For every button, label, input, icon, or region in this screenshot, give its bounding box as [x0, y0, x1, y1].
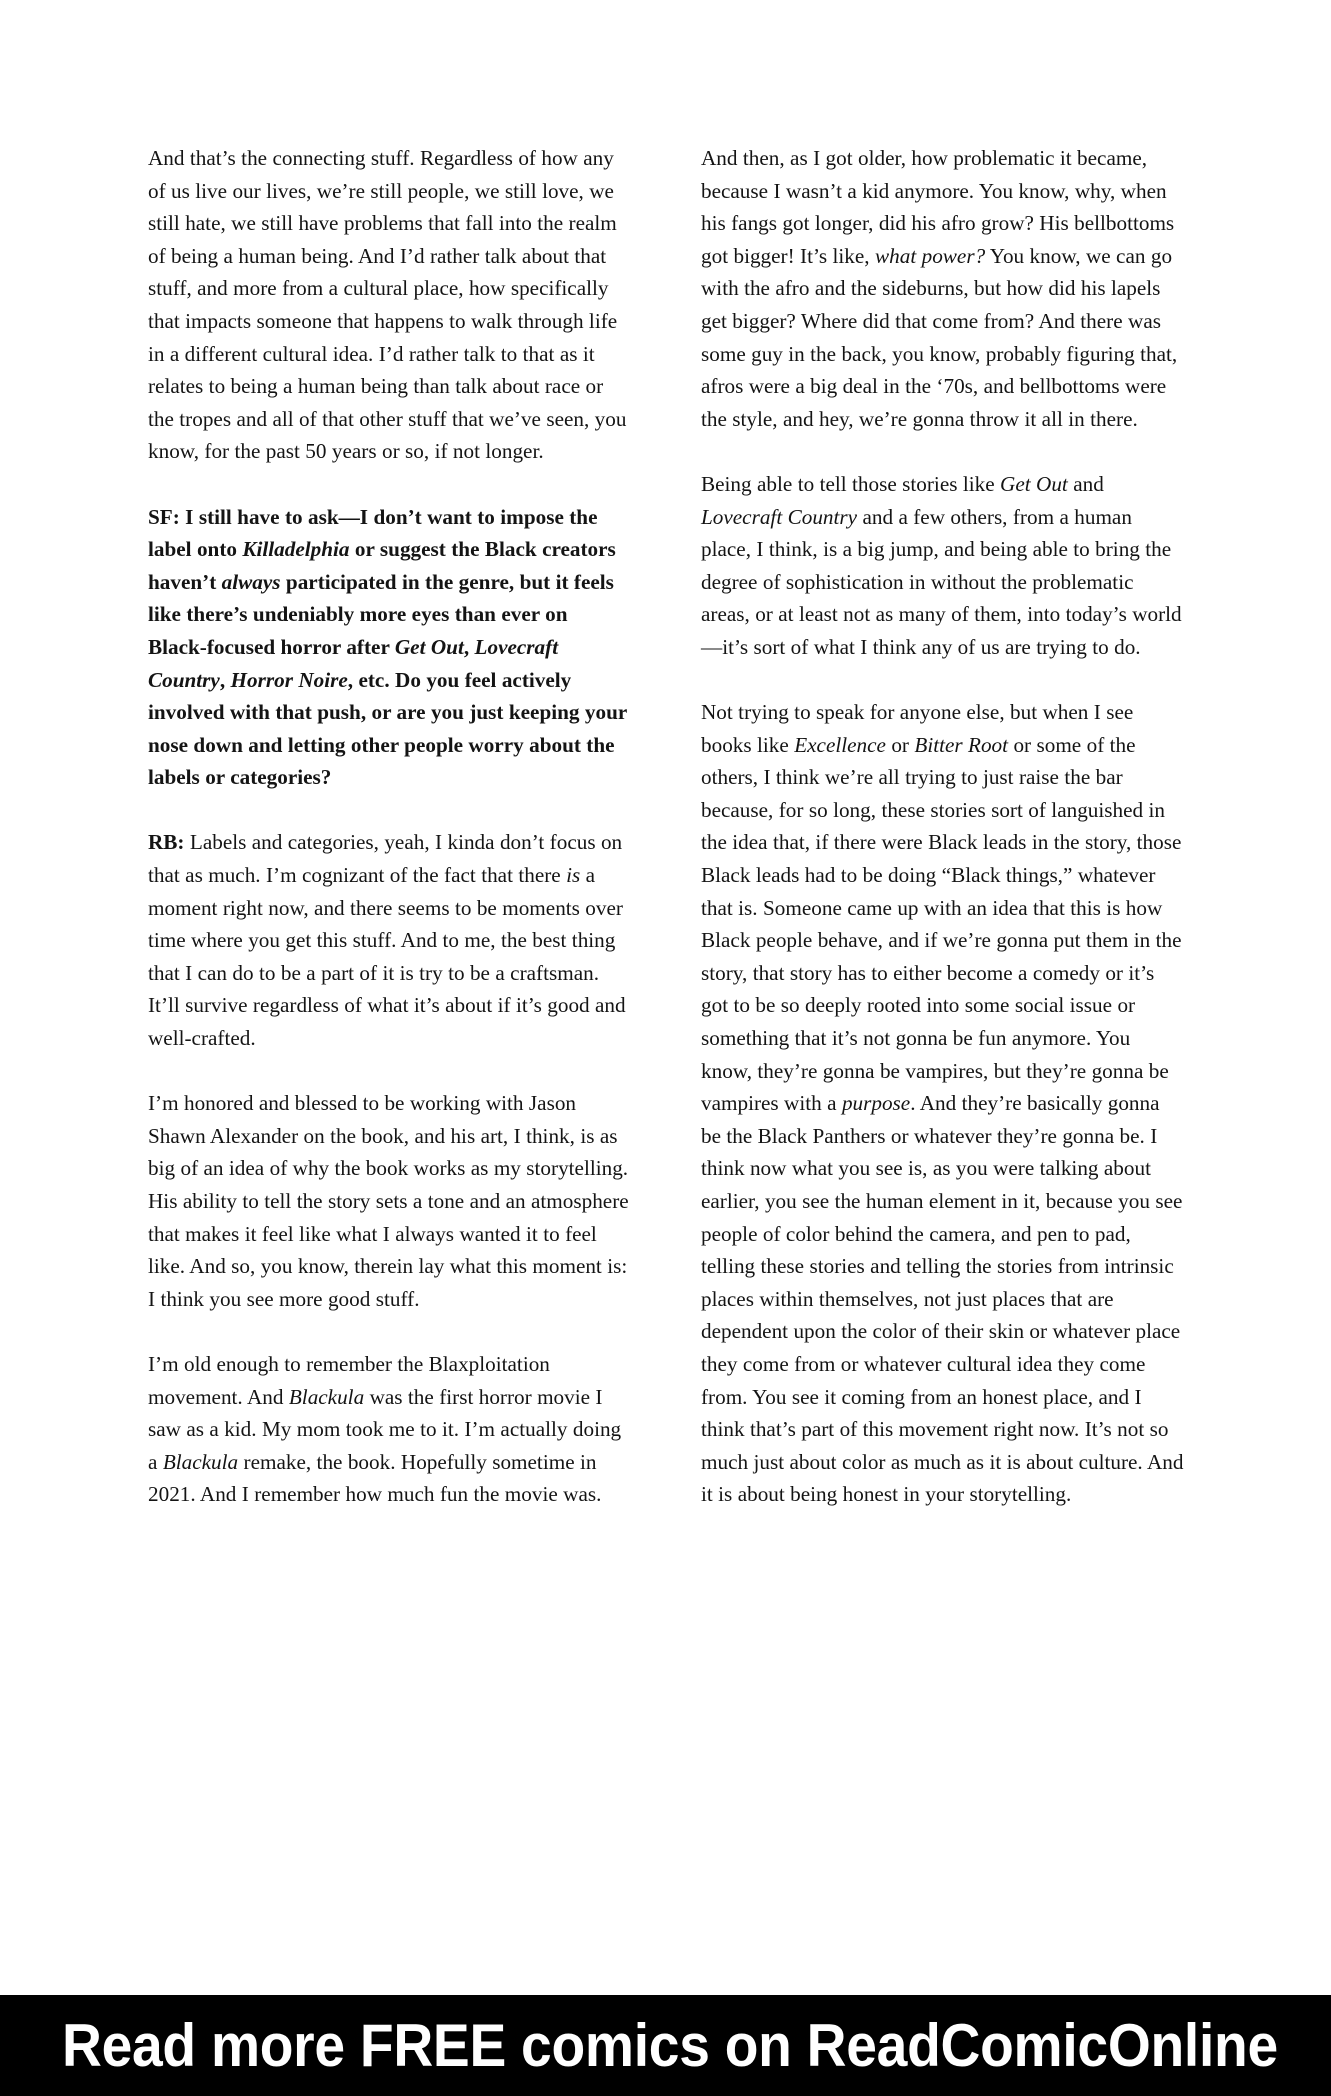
para-jason-shawn-alexander: I’m honored and blessed to be working with Jason Shawn Alexander on the book, and his art, I think, is as big of an idea of why the book works as my storytelling. His ability to tell the story sets a tone and an atmosphere that makes it feel like what I always wanted it to feel like. And so, you know, therein lay what this moment is: I think you see more good stuff. — [148, 1091, 629, 1311]
para-problematic: And then, as I got older, how problematic it became, because I wasn’t a kid anymore. You know, why, when his fangs got longer, did his afro grow? His bellbottoms got bigger! It’s like, what power? You know, we can go with the afro and the sideburns, but how did his lapels get bigger? Where did that come from? And there was some guy in the back, you know, probably figuring that, afros were a big deal in the ‘70s, and bellbottoms were the style, and hey, we’re gonna throw it all in there. — [701, 146, 1178, 431]
para-rb-labels: RB: Labels and categories, yeah, I kinda don’t focus on that as much. I’m cognizant of the fact that there is a moment right now, and there seems to be moments over time where you get this stuff. And to me, the best thing that I can do to be a part of it is try to be a craftsman. It’ll survive regardless of what it’s about if it’s good and well-crafted. — [148, 830, 626, 1051]
para-get-out: Being able to tell those stories like Get Out and Lovecraft Country and a few others, from a human place, I think, is a big jump, and being able to bring the degree of sophistication in without the problematic areas, or at least not as many of them, into today’s world—it’s sort of what I think any of us are trying to do. — [701, 471, 1182, 659]
right-text-column — [701, 142, 1184, 1511]
two-column-text-body — [148, 142, 1184, 1511]
para-blaxploitation: I’m old enough to remember the Blaxploitation movement. And Blackula was the first horror movie I saw as a kid. My mom took me to it. I’m actually doing a Blackula remake, the book. Hopefully sometime in 2021. And I remember how much fun the movie was. — [148, 1351, 622, 1507]
banner-label: Read more FREE comics on ReadComicOnline — [62, 2011, 1278, 2079]
para-sf-question: SF: I still have to ask—I don’t want to impose the label onto Killadelphia or suggest the Black creators haven’t always participated in the genre, but it feels like there’s undeniably more eyes than ever on Black-focused horror after Get Out, Lovecraft Country, Horror Noire, etc. Do you feel actively involved with that push, or are you just keeping your nose down and letting other people worry about the labels or categories? — [148, 504, 627, 790]
readcomiconline-watermark-banner — [0, 1995, 1331, 2096]
para-connecting-stuff: And that’s the connecting stuff. Regardless of how any of us live our lives, we’re still people, we still love, we still hate, we still have problems that fall into the realm of being a human being. And I’d rather talk about that stuff, and more from a cultural place, how specifically that impacts someone that happens to walk through life in a different cultural idea. I’d rather talk to that as it relates to being a human being than talk about race or the tropes and all of that other stuff that we’ve seen, you know, for the past 50 years or so, if not longer. — [148, 146, 627, 464]
left-text-column — [148, 142, 631, 1511]
para-raise-the-bar: Not trying to speak for anyone else, but when I see books like Excellence or Bitter Root or some of the others, I think we’re all trying to just raise the bar because, for so long, these stories sort of languished in the idea that, if there were Black leads in the story, those Black leads had to be doing “Black things,” whatever that is. Someone came up with an idea that this is how Black people behave, and if we’re gonna put them in the story, that story has to either become a comedy or it’s got to be so deeply rooted into some social issue or something that it’s not gonna be fun anymore. You know, they’re gonna be vampires, but they’re gonna be vampires with a purpose. And they’re basically gonna be the Black Panthers or whatever they’re gonna be. I think now what you see is, as you were talking about earlier, you see the human element in it, because you see people of color behind the camera, and pen to pad, telling these stories and telling the stories from intrinsic places within themselves, not just places that are dependent upon the color of their skin or whatever place they come from or whatever cultural idea they come from. You see it coming from an honest place, and I think that’s part of this movement right now. It’s not so much just about color as much as it is about culture. And it is about being honest in your storytelling. — [701, 700, 1184, 1507]
